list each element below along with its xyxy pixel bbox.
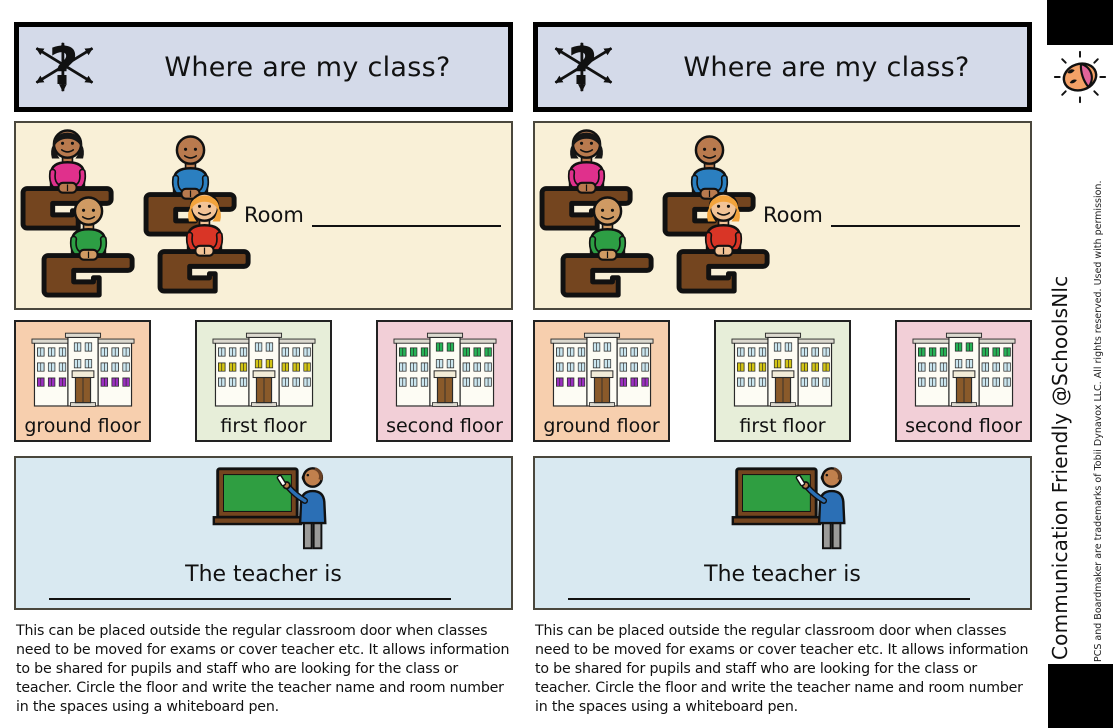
room-number-blank: [312, 193, 501, 227]
teacher-at-chalkboard-icon: [208, 461, 334, 558]
floor-option-first: [714, 320, 851, 442]
floor-label: first floor: [739, 415, 826, 437]
floor-option-ground: [533, 320, 670, 442]
teacher-box: [14, 456, 513, 610]
teacher-at-chalkboard-icon: [727, 461, 853, 558]
school-building-icon: [26, 329, 140, 411]
teacher-name-blank: [568, 598, 970, 600]
school-building-icon: [545, 329, 659, 411]
classroom-box: [533, 121, 1032, 310]
credit-text-small: PCS and Boardmaker are trademarks of Tobii Dynavox LLC. All rights reserved. Used with permission.: [1093, 180, 1104, 662]
floor-label: first floor: [220, 415, 307, 437]
instructions-text: This can be placed outside the regular classroom door when classes need to be moved for exams or cover teacher etc. It allows information to be shared for pupils and staff who are looking for the class or teacher. Circle the floor and write the teacher name and room number in the spaces using a whiteboard pen.: [535, 623, 1029, 715]
teacher-label: The teacher is: [185, 562, 342, 587]
floor-option-ground: [14, 320, 151, 442]
floor-label: ground floor: [24, 415, 141, 437]
room-label: Room: [244, 202, 304, 227]
school-building-icon: [726, 329, 840, 411]
corner-black-block-bottom: [1048, 664, 1113, 728]
room-number-line: [244, 195, 501, 227]
question-arrows-icon: [25, 32, 107, 102]
room-number-line: [763, 195, 1020, 227]
panel-left: [14, 22, 513, 722]
floor-option-first: [195, 320, 332, 442]
floor-option-second: [895, 320, 1032, 442]
floor-options-row: [533, 320, 1032, 442]
floor-label: second floor: [386, 415, 503, 437]
floor-options-row: [14, 320, 513, 442]
page-title: Where are my class?: [164, 51, 451, 83]
student-at-desk-icon: [155, 189, 254, 296]
floor-label: ground floor: [543, 415, 660, 437]
student-at-desk-icon: [674, 189, 773, 296]
teacher-name-blank: [49, 598, 451, 600]
teacher-box: [533, 456, 1032, 610]
header-box: [533, 22, 1032, 112]
room-number-blank: [831, 193, 1020, 227]
page-title: Where are my class?: [683, 51, 970, 83]
instructions-text: This can be placed outside the regular classroom door when classes need to be moved for exams or cover teacher etc. It allows information to be shared for pupils and staff who are looking for the class or teacher. Circle the floor and write the teacher name and room number in the spaces using a whiteboard pen.: [16, 623, 510, 715]
classroom-box: [14, 121, 513, 310]
header-box: [14, 22, 513, 112]
question-arrows-icon: [544, 32, 626, 102]
school-building-icon: [907, 329, 1021, 411]
credit-text-large: Communication Friendly @SchoolsNlc: [1048, 275, 1072, 660]
floor-option-second: [376, 320, 513, 442]
panel-right: [533, 22, 1032, 722]
floor-label: second floor: [905, 415, 1022, 437]
corner-black-block-top: [1047, 0, 1113, 45]
room-label: Room: [763, 202, 823, 227]
school-building-icon: [388, 329, 502, 411]
teacher-label: The teacher is: [704, 562, 861, 587]
student-at-desk-icon: [39, 193, 138, 300]
laughing-face-icon: [1051, 46, 1109, 108]
student-at-desk-icon: [558, 193, 657, 300]
school-building-icon: [207, 329, 321, 411]
